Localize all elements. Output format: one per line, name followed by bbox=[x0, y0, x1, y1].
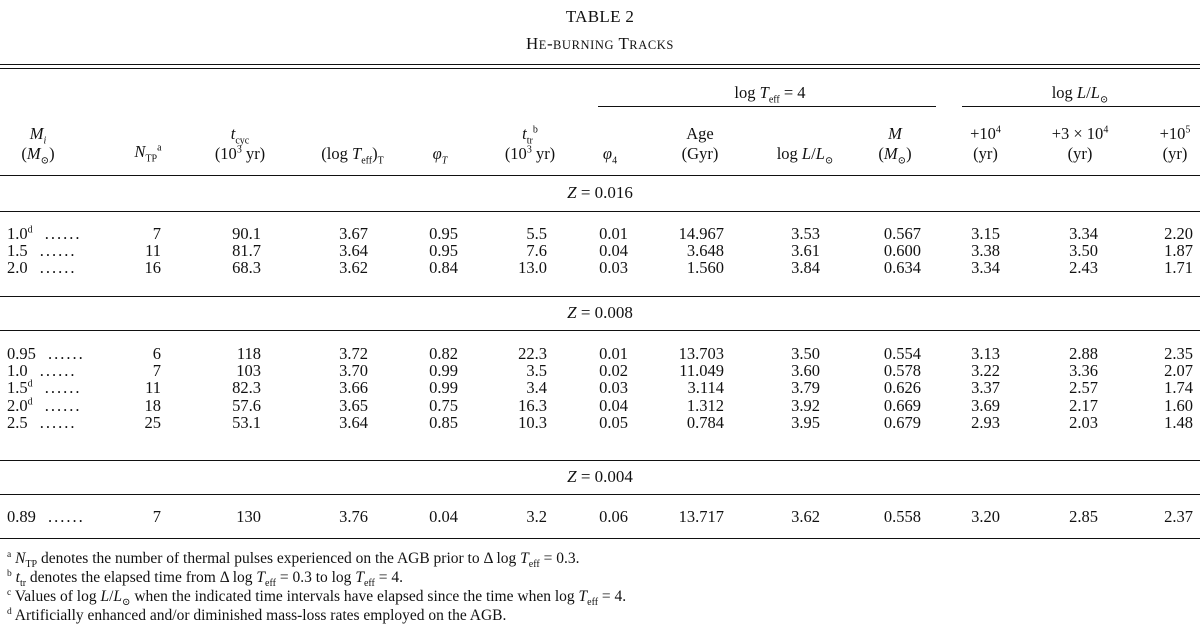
table-cell: 0.04 bbox=[599, 395, 628, 415]
table-cell: 25 bbox=[144, 412, 161, 432]
table-cell: 6 bbox=[152, 344, 161, 363]
table-cell: 0.95 bbox=[429, 224, 458, 243]
table-cell: 3.62 bbox=[339, 258, 368, 278]
table-cell: 0.06 bbox=[599, 507, 628, 526]
table-cell: 3.22 bbox=[971, 361, 1000, 381]
cell-mass: 2.0 ...... bbox=[7, 258, 77, 278]
table-cell: 2.88 bbox=[1069, 344, 1098, 363]
table-cell: 3.20 bbox=[971, 507, 1000, 526]
table-cell: 3.65 bbox=[339, 395, 368, 415]
table-cell: 0.01 bbox=[599, 224, 628, 243]
table-cell: 3.79 bbox=[791, 378, 820, 398]
table-cell: 2.17 bbox=[1069, 395, 1098, 415]
col-header-ttr: $t_{tr}^b$ ($10^3$ yr) bbox=[504, 124, 556, 163]
section-rule-3a bbox=[0, 460, 1200, 461]
table-cell: 1.312 bbox=[686, 395, 724, 415]
table-cell: 3.36 bbox=[1069, 361, 1098, 381]
table-cell: 7 bbox=[152, 224, 161, 243]
table-cell: 2.37 bbox=[1164, 507, 1193, 526]
table-cell: 5.5 bbox=[526, 224, 547, 243]
table-cell: 16.3 bbox=[518, 395, 547, 415]
table-cell: 0.554 bbox=[883, 344, 921, 363]
top-rule-2 bbox=[0, 68, 1200, 69]
cell-mass: 1.5$^d$ ...... bbox=[7, 378, 82, 398]
section-rule-3b bbox=[0, 494, 1200, 495]
cell-mass: 2.0$^d$ ...... bbox=[7, 395, 82, 415]
table-cell: 2.57 bbox=[1069, 378, 1098, 398]
table-cell: 10.3 bbox=[518, 412, 547, 432]
col-header-age: Age (Gyr) bbox=[681, 124, 719, 163]
table-cell: 0.578 bbox=[883, 361, 921, 381]
table-cell: 3.5 bbox=[526, 361, 547, 381]
table-cell: 0.558 bbox=[883, 507, 921, 526]
group-header-lum: $\log L/L_⊙$ bbox=[1051, 83, 1109, 106]
table-cell: 57.6 bbox=[232, 395, 261, 415]
table-cell: 3.60 bbox=[791, 361, 820, 381]
table-cell: 82.3 bbox=[232, 378, 261, 398]
table-cell: 18 bbox=[144, 395, 161, 415]
table-cell: 13.717 bbox=[678, 507, 724, 526]
group-header-teff: $\log T_{eff} = 4$ bbox=[734, 83, 806, 106]
table-cell: 3.76 bbox=[339, 507, 368, 526]
col-header-ntp: $N_{TP}^a$ bbox=[134, 142, 162, 165]
table-cell: 3.66 bbox=[339, 378, 368, 398]
table-cell: 3.13 bbox=[971, 344, 1000, 363]
table-cell: 0.04 bbox=[429, 507, 458, 526]
cell-mass: 1.5 ...... bbox=[7, 241, 77, 261]
table-cell: 3.61 bbox=[791, 241, 820, 261]
table-cell: 2.85 bbox=[1069, 507, 1098, 526]
table-cell: 16 bbox=[144, 258, 161, 278]
cell-mass: 0.89 ...... bbox=[7, 507, 85, 526]
table-cell: 13.703 bbox=[678, 344, 724, 363]
table-cell: 0.567 bbox=[883, 224, 921, 243]
section-rule-1 bbox=[0, 211, 1200, 212]
table-cell: 1.87 bbox=[1164, 241, 1193, 261]
table-cell: 0.85 bbox=[429, 412, 458, 432]
table-cell: 7 bbox=[152, 507, 161, 526]
table-cell: 3.648 bbox=[686, 241, 724, 261]
table-cell: 3.84 bbox=[791, 258, 820, 278]
table-cell: 118 bbox=[236, 344, 261, 363]
table-cell: 3.64 bbox=[339, 241, 368, 261]
table-cell: 11 bbox=[145, 241, 161, 261]
table-cell: 3.62 bbox=[791, 507, 820, 526]
cell-mass: 0.95 ...... bbox=[7, 344, 85, 363]
table-cell: 103 bbox=[236, 361, 261, 381]
table-cell: 13.0 bbox=[518, 258, 547, 278]
table-cell: 3.37 bbox=[971, 378, 1000, 398]
footnote-a: $^a$ $N_{TP}$ denotes the number of thermal pulses experienced on the AGB prior to Δ $\log T_{eff} = 0.3$. bbox=[7, 549, 580, 571]
section-label-z0004: Z = 0.004 bbox=[567, 467, 633, 486]
footnote-c: $^c$ Values of $\log L/L_⊙$ when the indicated time intervals have elapsed since the time when $\log T_{eff} = 4$. bbox=[7, 587, 627, 609]
table-cell: 53.1 bbox=[232, 412, 261, 432]
table-cell: 3.70 bbox=[339, 361, 368, 381]
table-cell: 68.3 bbox=[232, 258, 261, 278]
table-cell: 3.67 bbox=[339, 224, 368, 243]
table-cell: 7 bbox=[152, 361, 161, 381]
table-cell: 3.4 bbox=[526, 378, 547, 398]
col-header-1e4: $+10^4$ (yr) bbox=[970, 124, 1001, 163]
col-header-m: M $(M_⊙)$ bbox=[878, 124, 912, 167]
table-cell: 0.95 bbox=[429, 241, 458, 261]
table-number: TABLE 2 bbox=[565, 7, 635, 26]
table-cell: 2.93 bbox=[971, 412, 1000, 432]
section-rule-2b bbox=[0, 330, 1200, 331]
table-title: HE-BURNING TRACKS bbox=[526, 34, 674, 53]
footnote-b: $^b$ $t_{tr}$ denotes the elapsed time from Δ $\log T_{eff} = 0.3$ to $\log T_{eff} = 4$. bbox=[7, 568, 403, 590]
col-header-logteff-t: (log $T_{eff})_T$ bbox=[321, 144, 384, 167]
section-rule-2a bbox=[0, 296, 1200, 297]
table-cell: 3.72 bbox=[339, 344, 368, 363]
table-cell: 81.7 bbox=[232, 241, 261, 261]
table-cell: 3.64 bbox=[339, 412, 368, 432]
table-cell: 0.634 bbox=[883, 258, 921, 278]
table-cell: 90.1 bbox=[232, 224, 261, 243]
table-cell: 11.049 bbox=[679, 361, 724, 381]
table-cell: 0.04 bbox=[599, 241, 628, 261]
bottom-rule bbox=[0, 538, 1200, 539]
table-cell: 7.6 bbox=[526, 241, 547, 261]
table-cell: 3.50 bbox=[1069, 241, 1098, 261]
table-cell: 3.50 bbox=[791, 344, 820, 363]
col-header-phi-t: $\varphi_T$ bbox=[432, 144, 448, 167]
table-cell: 2.03 bbox=[1069, 412, 1098, 432]
table-cell: 0.784 bbox=[686, 412, 724, 432]
table-cell: 0.99 bbox=[429, 361, 458, 381]
table-cell: 0.84 bbox=[429, 258, 458, 278]
table-cell: 1.48 bbox=[1164, 412, 1193, 432]
table-cell: 0.82 bbox=[429, 344, 458, 363]
table-cell: 2.07 bbox=[1164, 361, 1193, 381]
table-cell: 2.20 bbox=[1164, 224, 1193, 243]
table-cell: 0.02 bbox=[599, 361, 628, 381]
col-header-1e5: $+10^5$ (yr) bbox=[1159, 124, 1191, 163]
table-cell: 1.71 bbox=[1164, 258, 1193, 278]
table-cell: 0.626 bbox=[883, 378, 921, 398]
table-cell: 22.3 bbox=[518, 344, 547, 363]
table-cell: 0.679 bbox=[883, 412, 921, 432]
table-cell: 0.600 bbox=[883, 241, 921, 261]
table-cell: 1.560 bbox=[686, 258, 724, 278]
table-cell: 3.69 bbox=[971, 395, 1000, 415]
table-cell: 3.114 bbox=[687, 378, 724, 398]
group-rule-teff bbox=[598, 106, 936, 107]
table-cell: 0.03 bbox=[599, 378, 628, 398]
table-cell: 0.99 bbox=[429, 378, 458, 398]
table-cell: 14.967 bbox=[678, 224, 724, 243]
section-label-z0008: Z = 0.008 bbox=[567, 303, 633, 322]
table-cell: 11 bbox=[145, 378, 161, 398]
table-cell: 3.34 bbox=[971, 258, 1000, 278]
table-cell: 3.53 bbox=[791, 224, 820, 243]
cell-mass: 2.5 ...... bbox=[7, 412, 77, 432]
footnote-d: $^d$ Artificially enhanced and/or diminished mass-loss rates employed on the AGB. bbox=[7, 606, 507, 624]
table-cell: 3.95 bbox=[791, 412, 820, 432]
table-cell: 0.05 bbox=[599, 412, 628, 432]
table-cell: 2.35 bbox=[1164, 344, 1193, 363]
section-label-z0016: Z = 0.016 bbox=[567, 183, 633, 202]
table-cell: 0.75 bbox=[429, 395, 458, 415]
table-cell: 1.60 bbox=[1164, 395, 1193, 415]
table-cell: 3.38 bbox=[971, 241, 1000, 261]
table-cell: 0.03 bbox=[599, 258, 628, 278]
cell-mass: 1.0 ...... bbox=[7, 361, 77, 381]
col-header-phi4: $\varphi_4$ bbox=[602, 144, 618, 167]
cell-mass: 1.0$^d$ ...... bbox=[7, 224, 82, 243]
header-rule bbox=[0, 175, 1200, 176]
table-cell: 2.43 bbox=[1069, 258, 1098, 278]
table-cell: 3.15 bbox=[971, 224, 1000, 243]
top-rule bbox=[0, 64, 1200, 65]
group-rule-lum bbox=[962, 106, 1200, 107]
col-header-tcyc: $t_{cyc}$ ($10^3$ yr) bbox=[214, 124, 266, 163]
table-cell: 1.74 bbox=[1164, 378, 1193, 398]
col-header-logl: $\log L/L_⊙$ bbox=[776, 144, 834, 167]
col-header-3e4: $+3 \times 10^4$ (yr) bbox=[1051, 124, 1109, 163]
table-cell: 3.2 bbox=[526, 507, 547, 526]
table-cell: 3.92 bbox=[791, 395, 820, 415]
table-cell: 130 bbox=[236, 507, 261, 526]
table-cell: 0.669 bbox=[883, 395, 921, 415]
table-cell: 3.34 bbox=[1069, 224, 1098, 243]
table-cell: 0.01 bbox=[599, 344, 628, 363]
col-header-mi: $M_i$ $(M_⊙)$ bbox=[21, 124, 55, 167]
